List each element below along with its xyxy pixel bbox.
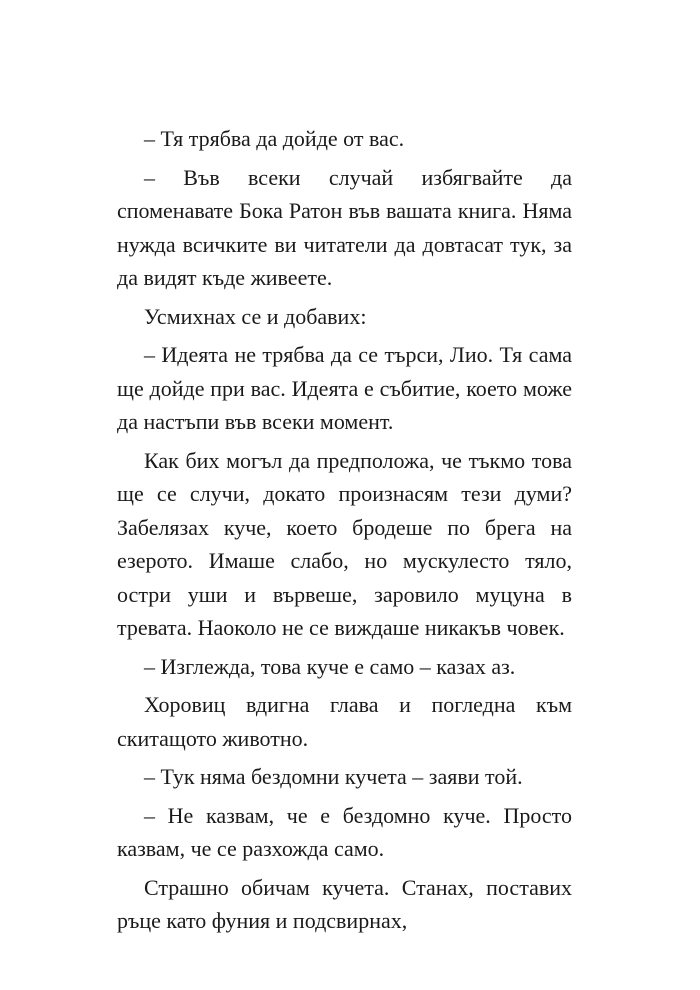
paragraph: – Във всеки случай избягвайте да споменавате Бока Ратон във вашата книга. Няма нужда всичките ви читатели да довтасат тук, за да видят къде живеете. (117, 164, 572, 290)
book-page-text (117, 122, 572, 943)
paragraph: Страшно обичам кучета. Станах, поставих ръце като фуния и подсвирнах, (117, 874, 572, 933)
paragraph: – Тук няма бездомни кучета – заяви той. (144, 764, 523, 789)
paragraph: Усмихнах се и добавих: (144, 303, 367, 329)
paragraph: – Не казвам, че е бездомно куче. Просто казвам, че се разхожда само. (117, 802, 572, 861)
paragraph: Как бих могъл да предположа, че тъкмо това ще се случи, докато произнасям тези думи? Забелязах куче, което бродеше по брега на езерото. Имаше слабо, но мускулесто тяло, остри уши и вървеше, заровило муцуна в тревата. Наоколо не се виждаше никакъв човек. (117, 447, 572, 640)
paragraph: Хоровиц вдигна глава и погледна към скитащото животно. (117, 692, 572, 751)
paragraph: – Идеята не трябва да се търси, Лио. Тя сама ще дойде при вас. Идеята е събитие, което може да настъпи във всеки момент. (117, 342, 572, 434)
paragraph: – Тя трябва да дойде от вас. (144, 126, 405, 151)
paragraph: – Изглежда, това куче е само – казах аз. (144, 653, 516, 679)
